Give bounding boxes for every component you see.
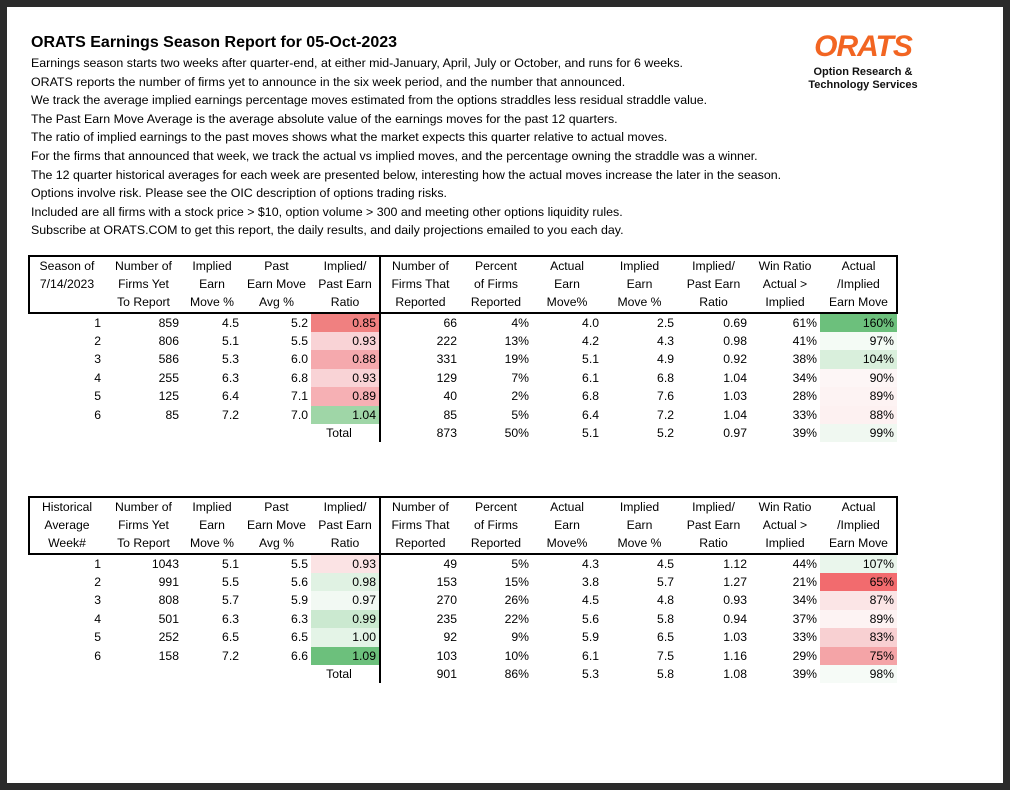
- column-header-line: Number of: [392, 500, 449, 514]
- column-header-line: Implied/: [692, 259, 735, 273]
- table-row: [29, 313, 897, 332]
- column-header: [602, 498, 677, 554]
- table-cell: 65%: [820, 573, 897, 591]
- table-row: [29, 350, 897, 368]
- column-header: [182, 257, 242, 313]
- table-cell: 85: [380, 406, 460, 424]
- historical-table: [29, 498, 897, 683]
- table-cell: 806: [158, 334, 179, 349]
- column-header: [311, 257, 380, 313]
- table-cell: 2.5: [657, 315, 674, 330]
- table-cell: 5.3: [222, 352, 239, 367]
- table-cell: 6.3: [291, 611, 308, 626]
- table-header: [29, 498, 897, 554]
- column-header-line: Implied/: [692, 500, 735, 514]
- column-header-line: Implied: [619, 259, 660, 273]
- season-table: [29, 257, 897, 442]
- column-header-line: 7/14/2023: [39, 277, 95, 292]
- column-header-line: Implied: [192, 259, 232, 273]
- intro-line: ORATS reports the number of firms yet to announce in the six week period, and the number that announced.: [31, 74, 626, 89]
- table-cell: 38%: [792, 352, 817, 367]
- column-header-line: Number of: [115, 259, 172, 273]
- intro-line: Included are all firms with a stock price > $10, option volume > 300 and meeting other options liquidity rules.: [31, 204, 623, 219]
- column-header-line: Earn: [626, 518, 653, 533]
- column-header-line: Week#: [48, 536, 86, 551]
- table-cell: 2: [94, 334, 101, 349]
- table-cell: 75%: [820, 647, 897, 665]
- intro-line: The ratio of implied earnings to the past moves shows what the market expects this quarter relative to actual moves.: [31, 130, 668, 145]
- column-header-line: To Report: [117, 536, 170, 551]
- total-cell: 5.1: [582, 426, 599, 441]
- table-cell: 222: [380, 332, 460, 350]
- column-header-line: Number of: [392, 259, 449, 273]
- table-cell: 89%: [820, 387, 897, 405]
- table-cell: 4.5: [657, 556, 674, 571]
- table-cell: 29%: [792, 648, 817, 663]
- column-header-line: Move %: [189, 536, 235, 551]
- table-cell: 1.03: [723, 630, 747, 645]
- column-header-line: Earn: [199, 277, 225, 292]
- table-cell: 1.27: [723, 575, 747, 590]
- column-header-line: Ratio: [699, 536, 728, 551]
- column-header-line: Implied: [765, 295, 805, 310]
- table-cell: 97%: [820, 332, 897, 350]
- column-header-line: Actual: [841, 500, 876, 514]
- table-cell: 44%: [792, 556, 817, 571]
- table-cell: 6.8: [291, 370, 308, 385]
- table-cell: 6.5: [657, 630, 674, 645]
- table-cell: 15%: [504, 575, 529, 590]
- column-header-line: Earn Move: [829, 295, 888, 310]
- table-cell: 5: [94, 630, 101, 645]
- table-cell: 160%: [820, 313, 897, 332]
- table-cell: 6: [94, 407, 101, 422]
- table-cell: 19%: [504, 352, 529, 367]
- table-cell: 4.3: [657, 334, 674, 349]
- table-cell: 34%: [792, 593, 817, 608]
- table-cell: 0.93: [311, 554, 380, 573]
- table-cell: 3: [94, 593, 101, 608]
- column-header-line: Past Earn: [318, 518, 372, 533]
- table-cell: 21%: [792, 575, 817, 590]
- column-header-line: Earn Move: [247, 518, 306, 533]
- total-cell: 99%: [820, 424, 897, 442]
- column-header: [105, 257, 182, 313]
- table-cell: 92: [380, 628, 460, 646]
- table-cell: 129: [380, 369, 460, 387]
- table-cell: 89%: [820, 610, 897, 628]
- column-header-line: Earn Move: [829, 536, 888, 551]
- column-header-line: Past Earn: [686, 277, 741, 292]
- table-cell: 0.89: [311, 387, 380, 405]
- report-title: ORATS Earnings Season Report for 05-Oct-2023: [31, 34, 398, 51]
- column-header: [460, 257, 532, 313]
- orats-logo: [803, 29, 923, 92]
- table-cell: 3.8: [582, 575, 599, 590]
- table-cell: 5.6: [291, 575, 308, 590]
- column-header: [242, 257, 311, 313]
- table-cell: 1.04: [723, 407, 747, 422]
- column-header: [677, 498, 750, 554]
- total-cell: 50%: [504, 426, 529, 441]
- report-page: [7, 7, 1003, 783]
- table-cell: 33%: [792, 630, 817, 645]
- column-header: [750, 498, 820, 554]
- total-cell: 901: [380, 665, 460, 683]
- column-header: [380, 257, 460, 313]
- total-row: [29, 665, 897, 683]
- column-header-line: Season of: [39, 259, 95, 273]
- table-cell: 1: [94, 315, 101, 330]
- table-cell: 7.1: [291, 389, 308, 404]
- table-cell: 61%: [792, 315, 817, 330]
- table-cell: 5.1: [222, 334, 239, 349]
- total-label: Total: [326, 426, 352, 441]
- column-header: [105, 498, 182, 554]
- table-cell: 3: [94, 352, 101, 367]
- table-cell: 7.5: [657, 648, 674, 663]
- column-header-line: Past: [264, 500, 289, 514]
- intro-line: The Past Earn Move Average is the average absolute value of the earnings moves for the past 12 quarters.: [31, 111, 618, 126]
- table-cell: 0.97: [311, 591, 380, 609]
- table-cell: 0.93: [311, 332, 380, 350]
- intro-text: [31, 54, 831, 240]
- table-cell: 5.2: [291, 315, 308, 330]
- table-cell: 7.0: [291, 407, 308, 422]
- table-cell: 6.3: [222, 370, 239, 385]
- column-header-line: Actual: [550, 500, 584, 514]
- table-cell: 4.2: [582, 334, 599, 349]
- table-cell: 4%: [511, 315, 529, 330]
- table-cell: 1.03: [723, 389, 747, 404]
- table-cell: 5.6: [582, 611, 599, 626]
- column-header-line: Percent: [474, 500, 517, 514]
- total-cell: 5.2: [657, 426, 674, 441]
- table-cell: 9%: [511, 630, 529, 645]
- intro-line: Subscribe at ORATS.COM to get this report, the daily results, and daily projections emailed to you each day.: [31, 223, 624, 238]
- table-cell: 6: [94, 648, 101, 663]
- table-cell: 7.2: [222, 648, 239, 663]
- table-row: [29, 628, 897, 646]
- column-header-line: Implied: [619, 500, 660, 514]
- table-cell: 6.1: [582, 370, 599, 385]
- logo-line-2: Technology Services: [808, 79, 918, 91]
- intro-line: The 12 quarter historical averages for each week are presented below, interesting how the actual moves increase the later in the season.: [31, 167, 782, 182]
- column-header-line: of Firms: [473, 518, 518, 533]
- table-cell: 5.9: [291, 593, 308, 608]
- table-cell: 6.5: [291, 630, 308, 645]
- column-header-line: Move%: [546, 295, 588, 310]
- table-cell: 5%: [511, 407, 529, 422]
- column-header-line: Number of: [115, 500, 172, 514]
- table-row: [29, 610, 897, 628]
- table-row: [29, 554, 897, 573]
- table-cell: 501: [158, 611, 179, 626]
- table-cell: 0.69: [723, 315, 747, 330]
- table-cell: 0.92: [723, 352, 747, 367]
- table-cell: 6.0: [291, 352, 308, 367]
- table-cell: 49: [380, 554, 460, 573]
- column-header-line: Firms Yet: [118, 518, 169, 533]
- logo-mark-text: ORATS: [814, 30, 912, 61]
- column-header-line: Reported: [470, 295, 522, 310]
- logo-line-1: Option Research &: [813, 66, 913, 78]
- table-row: [29, 591, 897, 609]
- column-header: [29, 498, 105, 554]
- column-header-line: Firms Yet: [118, 277, 169, 292]
- table-cell: 0.94: [723, 611, 747, 626]
- table-cell: 4: [94, 370, 101, 385]
- table-cell: 1.04: [311, 406, 380, 424]
- table-cell: 252: [158, 630, 179, 645]
- table-cell: 6.8: [657, 370, 674, 385]
- column-header-line: Win Ratio: [758, 500, 812, 514]
- table-cell: 6.8: [582, 389, 599, 404]
- table-cell: 83%: [820, 628, 897, 646]
- table-cell: 26%: [504, 593, 529, 608]
- column-header: [380, 498, 460, 554]
- table-cell: 0.99: [311, 610, 380, 628]
- table-cell: 0.98: [723, 334, 747, 349]
- column-header: [311, 498, 380, 554]
- table-row: [29, 387, 897, 405]
- total-cell: 873: [380, 424, 460, 442]
- table-row: [29, 647, 897, 665]
- total-cell: 0.97: [723, 426, 747, 441]
- table-cell: 87%: [820, 591, 897, 609]
- table-cell: 270: [380, 591, 460, 609]
- table-cell: 1.04: [723, 370, 747, 385]
- table-cell: 5.5: [222, 575, 239, 590]
- table-cell: 5: [94, 389, 101, 404]
- total-cell: 86%: [504, 667, 529, 682]
- table-cell: 0.98: [311, 573, 380, 591]
- column-header-line: Implied: [765, 536, 805, 551]
- table-cell: 4.8: [657, 593, 674, 608]
- table-cell: 28%: [792, 389, 817, 404]
- total-cell: 1.08: [723, 667, 747, 682]
- column-header-line: Move %: [617, 295, 662, 310]
- table-cell: 40: [380, 387, 460, 405]
- table-cell: 4.5: [582, 593, 599, 608]
- table-cell: 6.5: [222, 630, 239, 645]
- column-header-line: Reported: [395, 536, 446, 551]
- column-header-line: Avg %: [258, 295, 294, 310]
- intro-line: Options involve risk. Please see the OIC description of options trading risks.: [31, 186, 447, 201]
- column-header-line: Move %: [189, 295, 235, 310]
- table-cell: 0.85: [311, 313, 380, 332]
- column-header: [677, 257, 750, 313]
- intro-line: For the firms that announced that week, we track the actual vs implied moves, and the percentage owning the straddle was a winner.: [31, 148, 758, 163]
- table-cell: 7.2: [222, 407, 239, 422]
- column-header-line: Past Earn: [686, 518, 741, 533]
- column-header-line: Firms That: [391, 518, 450, 533]
- column-header-line: Implied: [192, 500, 232, 514]
- table-cell: 808: [158, 593, 179, 608]
- table-cell: 5%: [511, 556, 529, 571]
- total-cell: 39%: [792, 667, 817, 682]
- column-header-line: of Firms: [473, 277, 518, 292]
- table-cell: 5.8: [657, 611, 674, 626]
- column-header: [532, 498, 602, 554]
- column-header-line: Reported: [470, 536, 522, 551]
- table-cell: 5.7: [222, 593, 239, 608]
- table-cell: 1.09: [311, 647, 380, 665]
- column-header: [532, 257, 602, 313]
- column-header: [820, 498, 897, 554]
- table-row: [29, 573, 897, 591]
- column-header-line: Implied/: [323, 500, 367, 514]
- table-cell: 104%: [820, 350, 897, 368]
- table-cell: 235: [380, 610, 460, 628]
- table-cell: 6.1: [582, 648, 599, 663]
- table-cell: 33%: [792, 407, 817, 422]
- table-cell: 859: [158, 315, 179, 330]
- table-cell: 7.2: [657, 407, 674, 422]
- total-cell: 5.8: [657, 667, 674, 682]
- column-header: [750, 257, 820, 313]
- table-cell: 158: [158, 648, 179, 663]
- table-cell: 4.5: [222, 315, 239, 330]
- table-header: [29, 257, 897, 313]
- column-header: [602, 257, 677, 313]
- table-cell: 66: [380, 313, 460, 332]
- column-header-line: Actual: [841, 259, 876, 273]
- column-header-line: Firms That: [391, 277, 450, 292]
- total-cell: 5.3: [582, 667, 599, 682]
- table-row: [29, 332, 897, 350]
- table-cell: 41%: [792, 334, 817, 349]
- table-cell: 153: [380, 573, 460, 591]
- table-row: [29, 369, 897, 387]
- total-cell: 39%: [792, 426, 817, 441]
- table-cell: 5.5: [291, 334, 308, 349]
- table-cell: 13%: [504, 334, 529, 349]
- column-header-line: To Report: [117, 295, 170, 310]
- table-cell: 4.0: [582, 315, 599, 330]
- column-header-line: Actual >: [762, 277, 808, 292]
- table-cell: 6.3: [222, 611, 239, 626]
- table-cell: 4.3: [582, 556, 599, 571]
- table-cell: 2: [94, 575, 101, 590]
- column-header-line: /Implied: [837, 277, 880, 292]
- column-header-line: Past Earn: [318, 277, 372, 292]
- table-cell: 34%: [792, 370, 817, 385]
- table-cell: 85: [165, 407, 179, 422]
- column-header-line: Past: [264, 259, 289, 273]
- column-header-line: Move%: [546, 536, 588, 551]
- column-header-line: Ratio: [330, 295, 360, 310]
- column-header-line: Implied/: [323, 259, 367, 273]
- column-header-line: Ratio: [330, 536, 360, 551]
- table-cell: 6.6: [291, 648, 308, 663]
- table-cell: 125: [158, 389, 179, 404]
- table-cell: 5.5: [291, 556, 308, 571]
- column-header: [182, 498, 242, 554]
- table-cell: 991: [158, 575, 179, 590]
- table-cell: 1.16: [723, 648, 747, 663]
- table-cell: 90%: [820, 369, 897, 387]
- table-cell: 6.4: [222, 389, 239, 404]
- intro-line: Earnings season starts two weeks after quarter-end, at either mid-January, April, July or October, and runs for 6 weeks.: [31, 56, 683, 70]
- table-cell: 10%: [504, 648, 529, 663]
- column-header-line: /Implied: [837, 518, 880, 533]
- table-cell: 107%: [820, 554, 897, 573]
- table-cell: 5.1: [222, 556, 239, 571]
- table-cell: 6.4: [582, 407, 599, 422]
- column-header-line: Average: [44, 518, 90, 533]
- column-header-line: Move %: [617, 536, 662, 551]
- table-cell: 5.7: [657, 575, 674, 590]
- table-cell: 1.00: [311, 628, 380, 646]
- column-header-line: [29, 293, 105, 311]
- table-cell: 1043: [151, 556, 179, 571]
- column-header-line: Earn Move: [247, 277, 306, 292]
- table-cell: 331: [380, 350, 460, 368]
- table-cell: 2%: [511, 389, 529, 404]
- table-cell: 586: [158, 352, 179, 367]
- column-header-line: Actual: [550, 259, 584, 273]
- column-header-line: Reported: [395, 295, 446, 310]
- column-header: [460, 498, 532, 554]
- table-row: [29, 406, 897, 424]
- table-cell: 22%: [504, 611, 529, 626]
- table-cell: 37%: [792, 611, 817, 626]
- table-cell: 7%: [511, 370, 529, 385]
- total-row: [29, 424, 897, 442]
- total-cell: 98%: [820, 665, 897, 683]
- table-cell: 0.88: [311, 350, 380, 368]
- column-header-line: Percent: [474, 259, 517, 273]
- intro-line: We track the average implied earnings percentage moves estimated from the options straddles less residual straddle value.: [31, 93, 708, 108]
- column-header: [29, 257, 105, 313]
- column-header-line: Actual >: [762, 518, 808, 533]
- table-cell: 7.6: [657, 389, 674, 404]
- column-header-line: Earn: [626, 277, 653, 292]
- total-label: Total: [326, 667, 352, 682]
- column-header-line: Earn: [554, 518, 580, 533]
- table-cell: 4: [94, 611, 101, 626]
- table-cell: 5.9: [582, 630, 599, 645]
- column-header: [820, 257, 897, 313]
- column-header-line: Earn: [554, 277, 580, 292]
- orats-logo-icon: [813, 29, 913, 61]
- column-header-line: Win Ratio: [758, 259, 812, 273]
- column-header-line: Historical: [41, 500, 93, 514]
- table-cell: 1.12: [723, 556, 747, 571]
- table-cell: 0.93: [311, 369, 380, 387]
- table-cell: 5.1: [582, 352, 599, 367]
- column-header-line: Avg %: [258, 536, 294, 551]
- column-header: [242, 498, 311, 554]
- column-header-line: Earn: [199, 518, 225, 533]
- table-cell: 1: [94, 556, 101, 571]
- column-header-line: Ratio: [699, 295, 728, 310]
- table-cell: 0.93: [723, 593, 747, 608]
- table-cell: 255: [158, 370, 179, 385]
- table-cell: 103: [380, 647, 460, 665]
- table-cell: 4.9: [657, 352, 674, 367]
- table-cell: 88%: [820, 406, 897, 424]
